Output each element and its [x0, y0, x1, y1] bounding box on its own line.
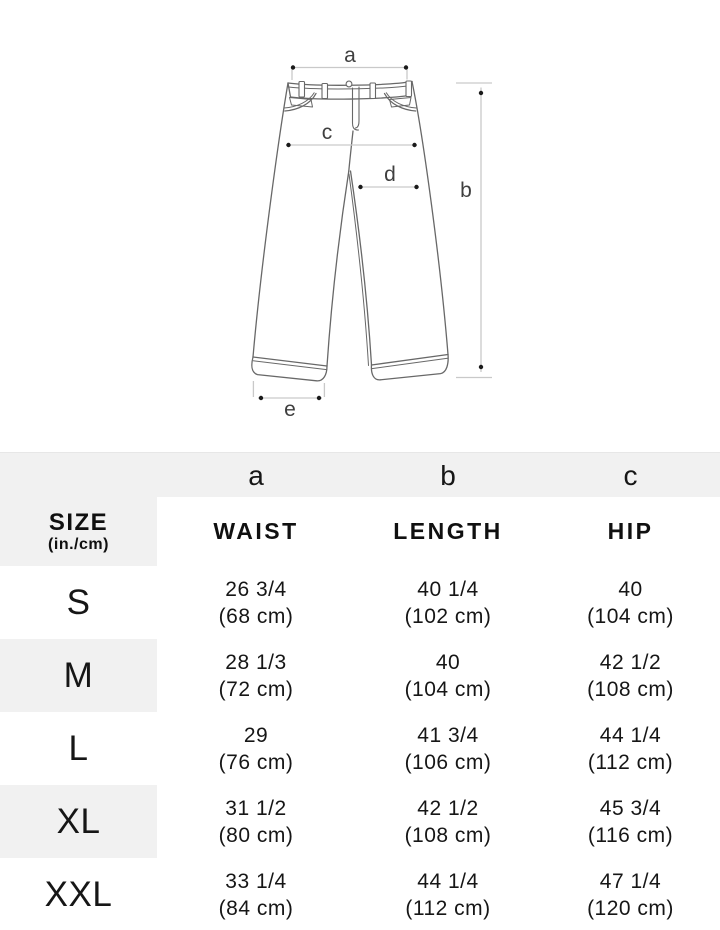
value-cm: (108 cm)	[587, 677, 674, 701]
column-letter-c: c	[623, 460, 638, 491]
table-row-l	[0, 712, 720, 785]
value-cm: (104 cm)	[404, 677, 492, 701]
waist-value	[157, 639, 355, 712]
fly-left-stitch	[353, 88, 359, 130]
dimension-b	[456, 83, 492, 378]
right-inseam	[351, 171, 372, 365]
size-table	[0, 452, 720, 930]
column-header-waist: WAIST	[213, 518, 299, 544]
dimension-a-label: a	[344, 44, 356, 67]
value-cm: (72 cm)	[218, 677, 294, 701]
length-value	[355, 639, 541, 712]
belt-loop	[299, 82, 305, 98]
length-value	[355, 712, 541, 785]
left-inseam	[327, 171, 349, 366]
waist-value	[157, 566, 355, 639]
right-outer-seam	[412, 82, 448, 355]
value-cm: (108 cm)	[404, 823, 492, 847]
pants-diagram	[0, 0, 720, 452]
table-row-m	[0, 639, 720, 712]
column-letter-a: a	[248, 460, 264, 491]
dimension-d	[358, 163, 419, 189]
pants-flat-sketch	[0, 0, 720, 452]
pants-outline	[252, 81, 448, 381]
value-inches: 42 1/2	[599, 650, 662, 674]
belt-loop	[370, 83, 376, 99]
table-row-xxl	[0, 858, 720, 930]
size-label: XL	[0, 785, 157, 858]
header-row	[0, 497, 720, 566]
waist-button	[346, 81, 352, 87]
value-inches: 33 1/4	[225, 869, 287, 893]
value-cm: (120 cm)	[587, 896, 674, 920]
hip-value	[541, 712, 720, 785]
value-cm: (106 cm)	[404, 750, 492, 774]
hip-value	[541, 785, 720, 858]
value-inches: 44 1/4	[417, 869, 479, 893]
belt-loop	[406, 81, 412, 97]
size-label: S	[66, 582, 91, 622]
value-cm: (102 cm)	[404, 604, 492, 628]
value-cm: (112 cm)	[405, 896, 491, 920]
length-value	[355, 566, 541, 639]
size-label: L	[68, 728, 89, 768]
value-cm: (112 cm)	[587, 750, 674, 774]
value-inches: 31 1/2	[225, 796, 287, 820]
value-cm: (68 cm)	[218, 604, 294, 628]
fly-right-stitch	[356, 87, 360, 128]
left-outer-seam	[253, 83, 288, 357]
hip-value	[541, 566, 720, 639]
dimension-c-label: c	[321, 121, 333, 144]
value-inches: 42 1/2	[417, 796, 479, 820]
value-cm: (76 cm)	[218, 750, 294, 774]
belt-loop	[322, 84, 328, 99]
left-hem-top	[253, 357, 327, 366]
dimension-a	[291, 44, 408, 80]
value-cm: (116 cm)	[587, 823, 674, 847]
hip-value	[541, 639, 720, 712]
value-inches: 26 3/4	[225, 577, 287, 601]
waist-value	[157, 858, 355, 930]
table-row-xl	[0, 785, 720, 858]
dimension-d-label: d	[384, 163, 396, 186]
size-label: XXL	[44, 874, 113, 914]
waist-value	[157, 785, 355, 858]
value-inches: 45 3/4	[599, 796, 662, 820]
waist-value	[157, 712, 355, 785]
dimension-e-label: e	[284, 398, 296, 421]
column-header-length: LENGTH	[393, 518, 503, 544]
column-letters-row	[0, 452, 720, 497]
dimension-e	[253, 381, 324, 421]
column-header-hip: HIP	[607, 518, 654, 544]
size-label: M	[0, 639, 157, 712]
value-cm: (80 cm)	[218, 823, 294, 847]
center-front-seam	[349, 131, 353, 171]
value-inches: 40 1/4	[417, 577, 479, 601]
value-inches: 47 1/4	[599, 869, 662, 893]
value-inches: 28 1/3	[225, 650, 287, 674]
waistband-left-end	[288, 83, 291, 97]
left-hem-bottom	[252, 357, 327, 381]
hip-value	[541, 858, 720, 930]
value-inches: 40	[435, 650, 461, 674]
corner-subtitle: (in./cm)	[48, 536, 109, 554]
corner-header	[0, 497, 157, 566]
value-inches: 41 3/4	[417, 723, 479, 747]
length-value	[355, 785, 541, 858]
table-row-s	[0, 566, 720, 639]
length-value	[355, 858, 541, 930]
letters-row-spacer	[0, 453, 157, 497]
value-inches: 29	[243, 723, 269, 747]
right-inseam-stitch	[349, 174, 369, 366]
value-cm: (84 cm)	[218, 896, 294, 920]
value-inches: 44 1/4	[599, 723, 662, 747]
value-inches: 40	[618, 577, 643, 601]
column-letter-b: b	[440, 460, 456, 491]
value-cm: (104 cm)	[587, 604, 674, 628]
corner-title: SIZE	[48, 508, 109, 536]
dimension-b-label: b	[460, 179, 472, 202]
